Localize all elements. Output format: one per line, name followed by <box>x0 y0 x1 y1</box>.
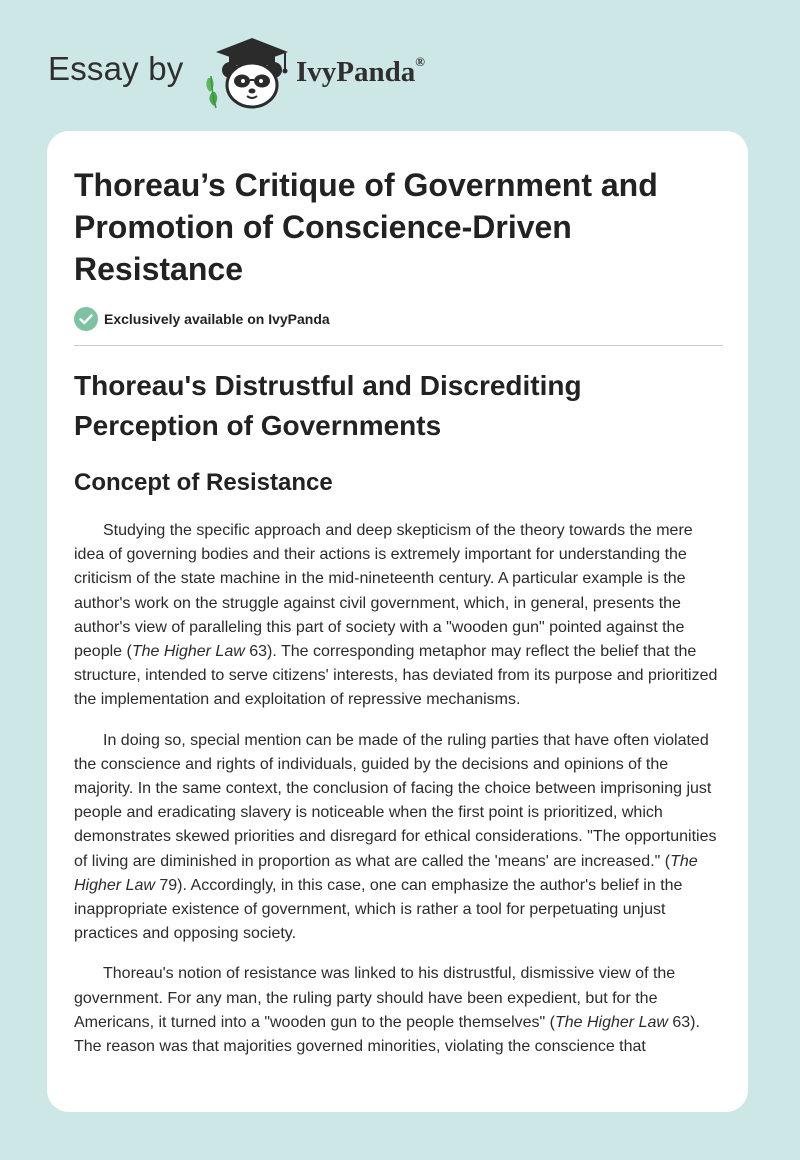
badge-label: Exclusively available on IvyPanda <box>104 311 330 327</box>
section-heading: Thoreau's Distrustful and Discrediting Perception of Governments <box>74 370 582 441</box>
subsection-heading: Concept of Resistance <box>74 469 333 496</box>
panda-graduation-cap-icon <box>202 34 294 110</box>
citation-title: The Higher Law <box>131 643 245 661</box>
essay-title: Thoreau’s Critique of Government and Promotion of Conscience-Driven Resistance <box>74 167 658 287</box>
exclusive-badge <box>74 307 330 331</box>
brand-name: IvyPanda® <box>296 54 425 88</box>
essay-card <box>47 131 748 1112</box>
divider <box>74 345 723 346</box>
citation-title: The Higher Law <box>554 1013 668 1031</box>
brand-header <box>48 34 488 110</box>
citation-title: The Higher Law <box>74 852 698 894</box>
essay-body <box>74 519 725 1075</box>
paragraph: Studying the specific approach and deep skepticism of the theory towards the mere idea of governing bodies and their actions is extremely important for understanding the criticism of the state machine in the mid-nineteenth century. A particular example is the author's work on the struggle against civil government, which, in general, presents the author's view of paralleling this part of society with a "wooden gun" pointed against the people (The Higher Law 63). The corresponding metaphor may reflect the belief that the structure, intended to serve citizens' interests, has deviated from its purpose and prioritized the implementation and exploitation of repressive mechanisms. <box>74 522 718 709</box>
paragraph: In doing so, special mention can be made of the ruling parties that have often violated the conscience and rights of individuals, guided by the decisions and opinions of the majority. In the same context, the conclusion of facing the choice between imprisoning just people and eradicating slavery is noticeable when the first point is prioritized, which demonstrates skewed priorities and disregard for ethical considerations. "The opportunities of living are diminished in proportion as what are called the 'means' are increased." (The Higher Law 79). Accordingly, in this case, one can emphasize the author's belief in the inappropriate existence of government, which is rather a tool for perpetuating unjust practices and opposing society. <box>74 731 717 943</box>
check-circle-icon <box>74 307 98 331</box>
paragraph: Thoreau's notion of resistance was linked to his distrustful, dismissive view of the government. For any man, the ruling party should have been expedient, but for the Americans, it turned into a "wooden gun to the people themselves" (The Higher Law 63). The reason was that majorities governed minorities, violating the conscience that <box>74 965 700 1056</box>
brand-prefix: Essay by <box>48 50 184 87</box>
